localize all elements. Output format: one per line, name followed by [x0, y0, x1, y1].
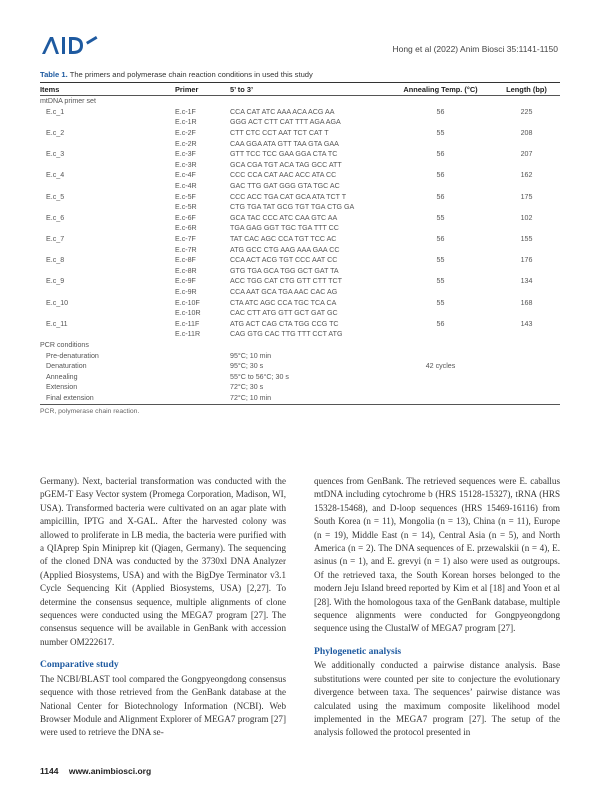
cell-sequence: CTG TGA TAT GCG TGT TGA CTG GA: [230, 203, 355, 212]
cell-sequence: ACC TGG CAT CTG GTT CTT TCT: [230, 277, 342, 286]
table-row: [40, 138, 560, 149]
cell-item: E.c_6: [46, 213, 65, 222]
right-column: [314, 475, 560, 740]
cell-setting: 72°C; 10 min: [230, 393, 272, 402]
running-head: Hong et al (2022) Anim Biosci 35:1141-1150: [392, 44, 558, 54]
cell-sequence: CCC CCA CAT AAC ACC ATA CC: [230, 171, 337, 180]
cell-annealing: 55: [436, 256, 445, 265]
table-row: [40, 213, 560, 224]
cell-primer: E.c-10R: [175, 309, 201, 318]
cell-condition: Annealing: [46, 372, 78, 381]
cell-sequence: GTT TCC TCC GAA GGA CTA TC: [230, 150, 338, 159]
group-pcr-label: PCR conditions: [40, 340, 89, 349]
cell-primer: E.c-1F: [175, 107, 196, 116]
table-row: [40, 350, 560, 361]
cell-primer: E.c-9R: [175, 287, 197, 296]
cell-item: E.c_4: [46, 171, 65, 180]
cell-condition: Denaturation: [46, 362, 87, 371]
cell-annealing: 56: [436, 107, 445, 116]
table-row: [40, 371, 560, 382]
primer-table: [40, 82, 560, 415]
cell-annealing: 55: [436, 213, 445, 222]
table-row: [40, 244, 560, 255]
cell-primer: E.c-7R: [175, 245, 197, 254]
cell-setting: 95°C; 30 s: [230, 362, 264, 371]
table-row: [40, 361, 560, 372]
table-header-row: [40, 83, 560, 96]
cell-item: E.c_7: [46, 235, 65, 244]
cell-primer: E.c-8F: [175, 256, 196, 265]
cell-primer: E.c-4F: [175, 171, 196, 180]
group-label: [40, 96, 560, 107]
cell-item: E.c_8: [46, 256, 65, 265]
cell-annealing: 55: [436, 277, 445, 286]
cell-setting: 72°C; 30 s: [230, 383, 264, 392]
cell-item: E.c_3: [46, 150, 65, 159]
cell-sequence: CTA ATC AGC CCA TGC TCA CA: [230, 298, 337, 307]
cell-sequence: ATG GCC CTG AAG AAA GAA CC: [230, 245, 340, 254]
cell-sequence: CCA ACT ACG TGT CCC AAT CC: [230, 256, 338, 265]
cell-primer: E.c-8R: [175, 266, 197, 275]
cell-primer: E.c-6R: [175, 224, 197, 233]
col-primer: Primer: [175, 84, 199, 94]
page-footer: [40, 766, 151, 776]
table-row: [40, 181, 560, 192]
table-row: [40, 393, 560, 404]
cell-sequence: GCA TAC CCC ATC CAA GTC AA: [230, 213, 338, 222]
cell-annealing: 56: [436, 171, 445, 180]
paragraph: quences from GenBank. The retrieved sequences were E. caballus mtDNA including cytochrome b (HRS 15128-15327), tRNA (HRS 15328-15468), and D-loop sequences (HRS 15469-16116) from South Korea (n = 11), Mongolia (n = 13), China (n = 11), Europe (n = 19), Middle East (n = 14), Central Asia (n = 5), and North America (n = 2). The DNA sequences of E. przewalskii (n = 4), E. asinus (n = 1), and E. grevyi (n = 1) also were used as outgroups. Of the retrieved taxa, the South Korean horses belonged to the modern Jeju Island breed reported by Kim et al [18] and Yoon et al [28]. With the homologous taxa of the GenBank database, multiple sequence alignments were conducted for Gongpyeongdong sequence using the ClustalW of MEGA7 program [27].: [314, 476, 560, 634]
col-sequence: 5’ to 3’: [230, 84, 254, 94]
table-bottom-rule: [40, 404, 560, 405]
cell-sequence: CCC ACC TGA CAT GCA ATA TCT T: [230, 192, 347, 201]
cell-annealing: 56: [436, 319, 445, 328]
cell-item: E.c_5: [46, 192, 65, 201]
cell-length: 225: [520, 107, 533, 116]
cell-length: 162: [520, 171, 533, 180]
table-row: [40, 308, 560, 319]
table-row: [40, 128, 560, 139]
cell-length: 208: [520, 129, 533, 138]
cell-primer: E.c-3R: [175, 160, 197, 169]
cell-length: 102: [520, 213, 533, 222]
table-row: [40, 329, 560, 340]
cell-item: E.c_10: [46, 298, 69, 307]
paragraph: Germany). Next, bacterial transformation was conducted with the pGEM-T Easy Vector system (Promega Corporation, Madison, WI, USA). Transformed bacteria were cultivated on an agar plate with ampicillin, IPTG and X-GAL. After the harvested colony was allowed to proliferate in LB media, the bacteria were purified with a QIAprep Spin Miniprep kit (Qiagen, Germany). The sequencing of the cloned DNA was conducted by the 3730xl DNA Analyzer (Applied Biosystems, USA) and with the BigDye Terminator v3.1 Cycle Sequencing Kit (Applied Biosystems, USA) [2,27]. To determine the consensus sequence, multiple alignments of clone sequences were conducted using the MEGA7 program [27]. The consensus sequence will be available in GenBank with accession number OM222617.: [40, 476, 286, 647]
cell-primer: E.c-10F: [175, 298, 200, 307]
cell-length: 176: [520, 256, 533, 265]
table-caption: [40, 70, 313, 79]
cell-length: 143: [520, 319, 533, 328]
cell-sequence: CCA CAT ATC AAA ACA ACG AA: [230, 107, 335, 116]
table-label: Table 1.: [40, 70, 68, 79]
cell-sequence: CTT CTC CCT AAT TCT CAT T: [230, 129, 329, 138]
cell-primer: E.c-2R: [175, 139, 197, 148]
cell-length: 155: [520, 235, 533, 244]
cell-primer: E.c-6F: [175, 213, 196, 222]
cell-primer: E.c-7F: [175, 235, 196, 244]
cell-sequence: ATG ACT CAG CTA TGG CCG TC: [230, 319, 339, 328]
cell-condition: Pre-denaturation: [46, 351, 99, 360]
cell-sequence: TAT CAC AGC CCA TGT TCC AC: [230, 235, 337, 244]
cell-cycles: 42 cycles: [425, 362, 456, 371]
table-row: [40, 223, 560, 234]
table-row: [40, 276, 560, 287]
left-column: [40, 475, 286, 740]
cell-length: 175: [520, 192, 533, 201]
cell-primer: E.c-5F: [175, 192, 196, 201]
cell-annealing: 55: [436, 129, 445, 138]
cell-primer: E.c-11R: [175, 330, 201, 339]
table-row: [40, 107, 560, 118]
cell-primer: E.c-1R: [175, 118, 197, 127]
journal-logo: [40, 34, 100, 56]
col-length: Length (bp): [506, 84, 547, 94]
cell-primer: E.c-9F: [175, 277, 196, 286]
table-row: [40, 297, 560, 308]
cell-item: E.c_11: [46, 319, 68, 328]
table-row: [40, 234, 560, 245]
section-heading: Comparative study: [40, 659, 119, 671]
cell-annealing: 56: [436, 150, 445, 159]
cell-sequence: TGA GAG GGT TGC TGA TTT CC: [230, 224, 339, 233]
cell-sequence: CAG GTG CAC TTG TTT CCT ATG: [230, 330, 343, 339]
cell-primer: E.c-3F: [175, 150, 196, 159]
table-row: [40, 160, 560, 171]
cell-item: E.c_2: [46, 129, 65, 138]
cell-primer: E.c-2F: [175, 129, 196, 138]
cell-sequence: CAC CTT ATG GTT GCT GAT GC: [230, 309, 338, 318]
paragraph: We additionally conducted a pairwise distance analysis. Base substitutions were counted per site to conjecture the evolutionary divergence between taxa. The sequences’ pairwise distance was calculated using the maximum composite likelihood model implemented in the MEGA7 program [27]. The setup of the analysis followed the protocol presented in: [314, 660, 560, 738]
cell-sequence: GAC TTG GAT GGG GTA TGC AC: [230, 182, 340, 191]
table-row: [40, 117, 560, 128]
cell-item: E.c_9: [46, 277, 65, 286]
page-number: 1144: [40, 766, 59, 776]
cell-length: 134: [520, 277, 533, 286]
cell-item: E.c_1: [46, 107, 65, 116]
col-annealing: Annealing Temp. (°C): [403, 84, 478, 94]
cell-setting: 95°C; 10 min: [230, 351, 272, 360]
cell-annealing: 56: [436, 192, 445, 201]
cell-length: 168: [520, 298, 533, 307]
table-row: [40, 149, 560, 160]
cell-setting: 55°C to 56°C; 30 s: [230, 372, 289, 381]
table-row: [40, 255, 560, 266]
cell-primer: E.c-11F: [175, 319, 200, 328]
cell-length: 207: [520, 150, 533, 159]
group-label: [40, 340, 560, 351]
cell-annealing: 56: [436, 235, 445, 244]
col-items: Items: [40, 84, 60, 94]
cell-sequence: CCA AAT GCA TGA AAC CAC AG: [230, 287, 338, 296]
table-footnote: PCR, polymerase chain reaction.: [40, 408, 140, 416]
cell-sequence: GTG TGA GCA TGG GCT GAT TA: [230, 266, 339, 275]
table-title: The primers and polymerase chain reaction conditions in used this study: [67, 70, 313, 79]
table-row: [40, 287, 560, 298]
table-row: [40, 191, 560, 202]
cell-sequence: GCA CGA TGT ACA TAG GCC ATT: [230, 160, 342, 169]
table-row: [40, 170, 560, 181]
table-row: [40, 202, 560, 213]
table-row: [40, 318, 560, 329]
journal-url[interactable]: www.animbiosci.org: [68, 766, 152, 776]
cell-primer: E.c-4R: [175, 182, 197, 191]
cell-annealing: 55: [436, 298, 445, 307]
cell-sequence: GGG ACT CTT CAT TTT AGA AGA: [230, 118, 341, 127]
table-row: [40, 382, 560, 393]
table-body: [40, 96, 560, 403]
cell-sequence: CAA GGA ATA GTT TAA GTA GAA: [230, 139, 339, 148]
cell-primer: E.c-5R: [175, 203, 197, 212]
group-mtdna-label: mtDNA primer set: [40, 97, 96, 106]
cell-condition: Extension: [46, 383, 78, 392]
cell-condition: Final extension: [46, 393, 94, 402]
section-heading: Phylogenetic analysis: [314, 645, 402, 657]
paragraph: The NCBI/BLAST tool compared the Gongpyeongdong consensus sequence with those retrieved from the GenBank database at the National Center for Biotechnology Information (NCBI). Web Browser Module and Alignment Explorer of MEGA7 program [27] were used to retrieve the DNA se-: [40, 673, 286, 738]
table-row: [40, 266, 560, 277]
